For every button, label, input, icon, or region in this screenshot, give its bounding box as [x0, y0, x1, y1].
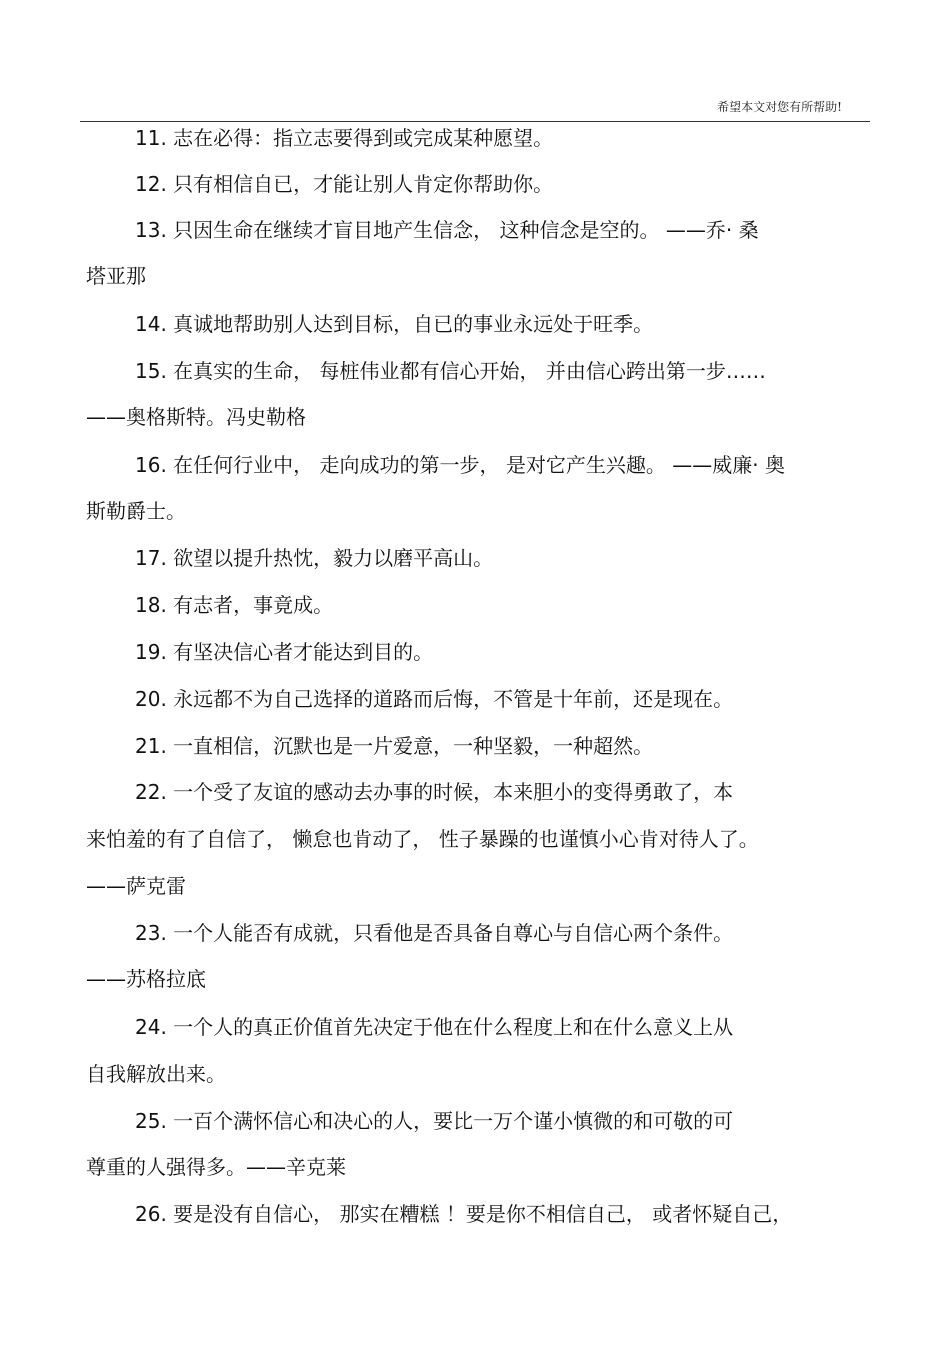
paragraph-line: 20. 永远都不为自己选择的道路而后悔，不管是十年前，还是现在。: [135, 687, 734, 711]
paragraph-line: 12. 只有相信自已，才能让别人肯定你帮助你。: [135, 172, 554, 196]
paragraph-line: 14. 真诚地帮助别人达到目标，自已的事业永远处于旺季。: [135, 312, 654, 336]
paragraph-line: 25. 一百个满怀信心和决心的人，要比一万个谨小慎微的和可敬的可: [135, 1109, 734, 1133]
paragraph-line: 21. 一直相信，沉默也是一片爱意，一种坚毅，一种超然。: [135, 734, 654, 758]
paragraph-line: 来怕羞的有了自信了， 懒怠也肯动了， 性子暴躁的也谨慎小心肯对待人了。: [86, 827, 759, 851]
paragraph-line: 22. 一个受了友谊的感动去办事的时候，本来胆小的变得勇敢了，本: [135, 780, 734, 804]
paragraph-line: 19. 有坚决信心者才能达到目的。: [135, 640, 434, 664]
header-note: 希望本文对您有所帮助!: [717, 100, 842, 114]
paragraph-line: 18. 有志者，事竟成。: [135, 593, 334, 617]
paragraph-line: 26. 要是没有自信心， 那实在糟糕 ！要是你不相信自己， 或者怀疑自己，: [135, 1202, 793, 1226]
header-divider: [80, 121, 870, 122]
paragraph-line: 13. 只因生命在继续才盲目地产生信念， 这种信念是空的。 ——乔· 桑: [135, 218, 759, 242]
paragraph-line: 24. 一个人的真正价值首先决定于他在什么程度上和在什么意义上从: [135, 1015, 734, 1039]
paragraph-line: 11. 志在必得：指立志要得到或完成某种愿望。: [135, 126, 554, 150]
paragraph-line: 17. 欲望以提升热忱，毅力以磨平高山。: [135, 546, 494, 570]
paragraph-line: 自我解放出来。: [86, 1062, 226, 1086]
paragraph-line: 斯勒爵士。: [86, 499, 186, 523]
paragraph-line: 塔亚那: [86, 264, 146, 288]
paragraph-line: 15. 在真实的生命， 每桩伟业都有信心开始， 并由信心跨出第一步……: [135, 359, 766, 383]
paragraph-line: 23. 一个人能否有成就，只看他是否具备自尊心与自信心两个条件。: [135, 921, 734, 945]
paragraph-line: ——奥格斯特。冯史勒格: [86, 405, 306, 429]
paragraph-line: 16. 在任何行业中， 走向成功的第一步， 是对它产生兴趣。 ——威廉· 奥: [135, 453, 785, 477]
paragraph-line: ——萨克雷: [86, 874, 186, 898]
paragraph-line: ——苏格拉底: [86, 967, 206, 991]
paragraph-line: 尊重的人强得多。——辛克莱: [86, 1155, 346, 1179]
